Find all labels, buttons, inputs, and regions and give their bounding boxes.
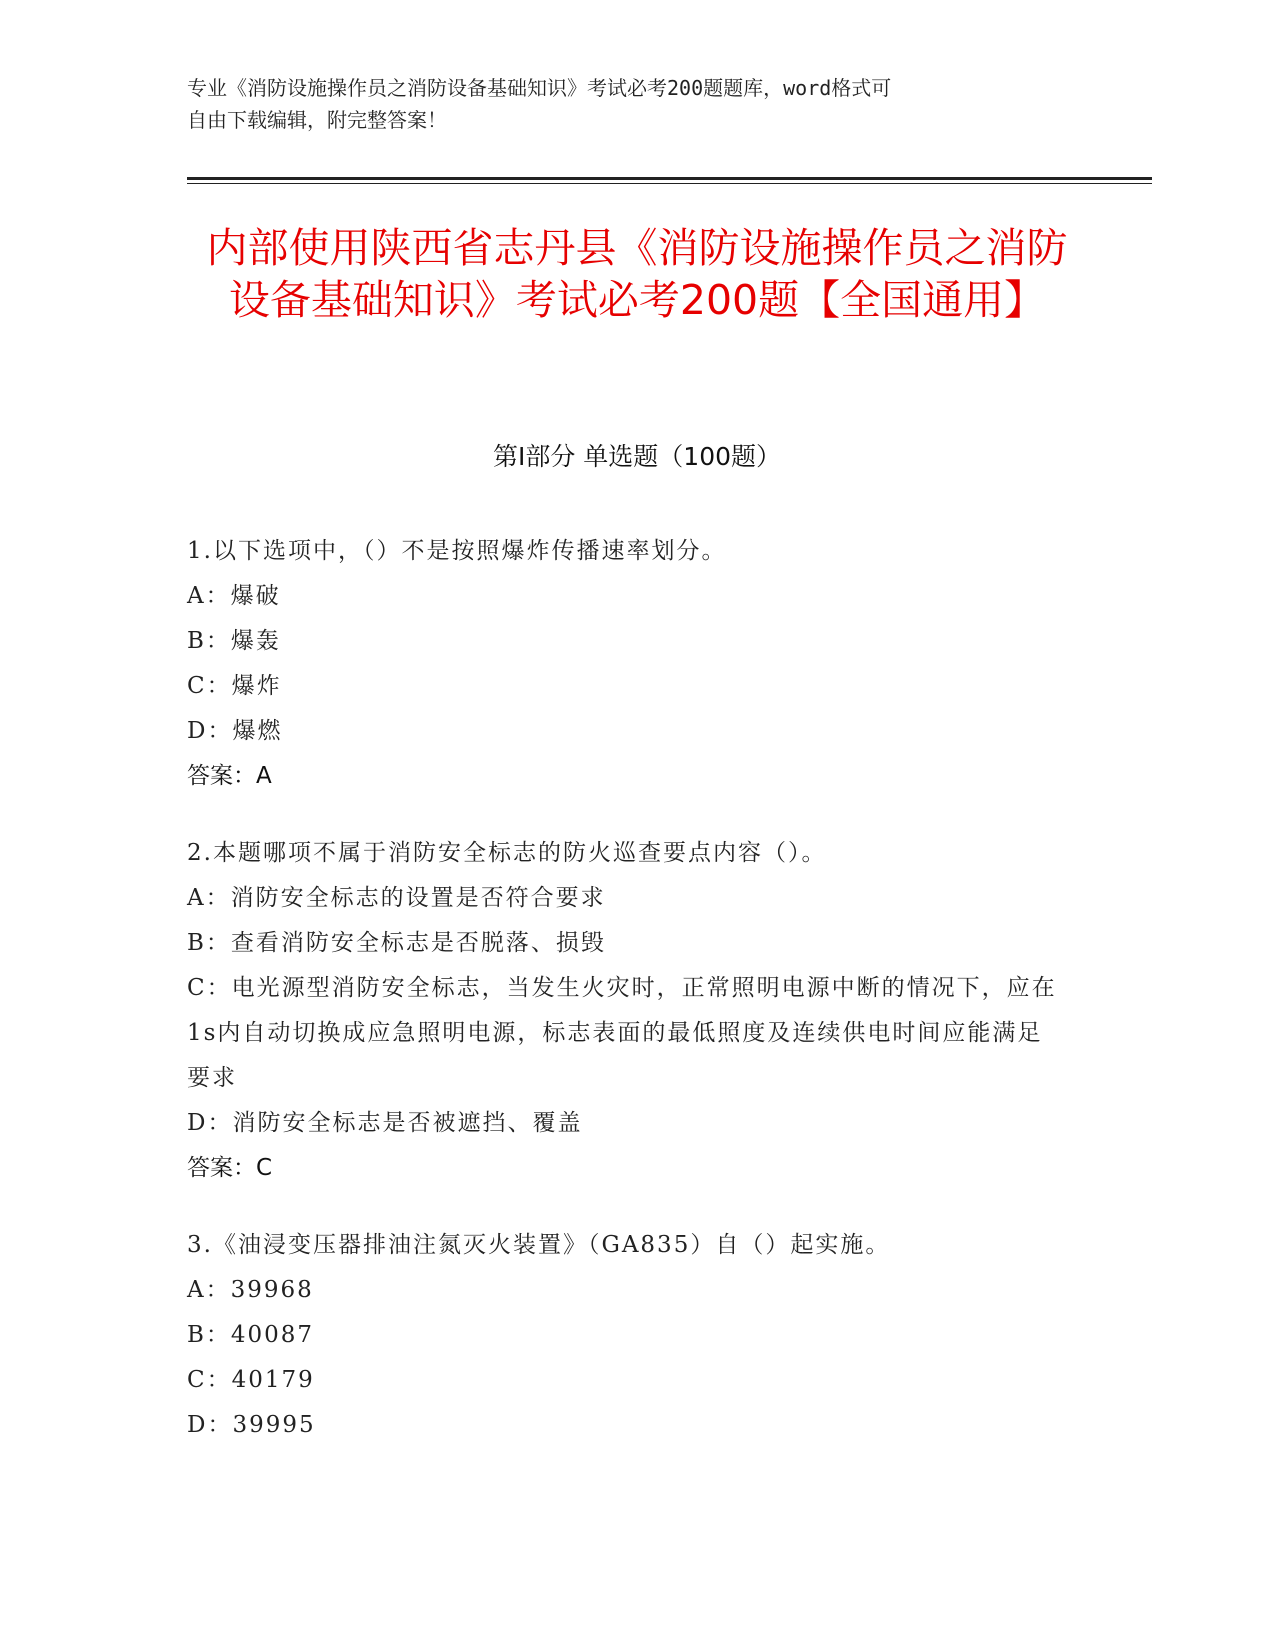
question-3 bbox=[187, 1223, 1067, 1448]
question-stem: 1.以下选项中，（）不是按照爆炸传播速率划分。 bbox=[187, 538, 727, 564]
option-d: D：39995 bbox=[187, 1412, 316, 1438]
option-b: B：查看消防安全标志是否脱落、损毁 bbox=[187, 930, 606, 956]
header-rule-thin bbox=[187, 183, 1152, 184]
question-list bbox=[187, 529, 1067, 1480]
option-a: A：消防安全标志的设置是否符合要求 bbox=[187, 885, 606, 911]
option-a: A：39968 bbox=[187, 1277, 314, 1303]
option-c: C：爆炸 bbox=[187, 673, 282, 699]
option-c: C：电光源型消防安全标志，当发生火灾时，正常照明电源中断的情况下，应在1s内自动切换成应急照明电源，标志表面的最低照度及连续供电时间应能满足要求 bbox=[187, 975, 1057, 1091]
option-d: D：爆燃 bbox=[187, 718, 283, 744]
answer-line: 答案：C bbox=[187, 1155, 273, 1181]
question-stem: 3.《油浸变压器排油注氮灭火装置》（GA835）自（）起实施。 bbox=[187, 1232, 891, 1258]
option-d: D：消防安全标志是否被遮挡、覆盖 bbox=[187, 1110, 583, 1136]
answer-line: 答案：A bbox=[187, 763, 272, 789]
section-heading: 第Ⅰ部分 单选题（100题） bbox=[492, 442, 782, 471]
option-b: B：40087 bbox=[187, 1322, 315, 1348]
document-title: 内部使用陕西省志丹县《消防设施操作员之消防设备基础知识》考试必考200题【全国通用】 bbox=[206, 224, 1068, 324]
question-1 bbox=[187, 529, 1067, 799]
header-rule-thick bbox=[187, 177, 1152, 180]
option-b: B：爆轰 bbox=[187, 628, 281, 654]
question-stem: 2.本题哪项不属于消防安全标志的防火巡查要点内容（）。 bbox=[187, 840, 827, 866]
header-note: 专业《消防设施操作员之消防设备基础知识》考试必考200题题库，word格式可 自由下载编辑，附完整答案！ bbox=[187, 76, 892, 132]
question-2 bbox=[187, 831, 1067, 1191]
option-a: A：爆破 bbox=[187, 583, 281, 609]
option-c: C：40179 bbox=[187, 1367, 315, 1393]
